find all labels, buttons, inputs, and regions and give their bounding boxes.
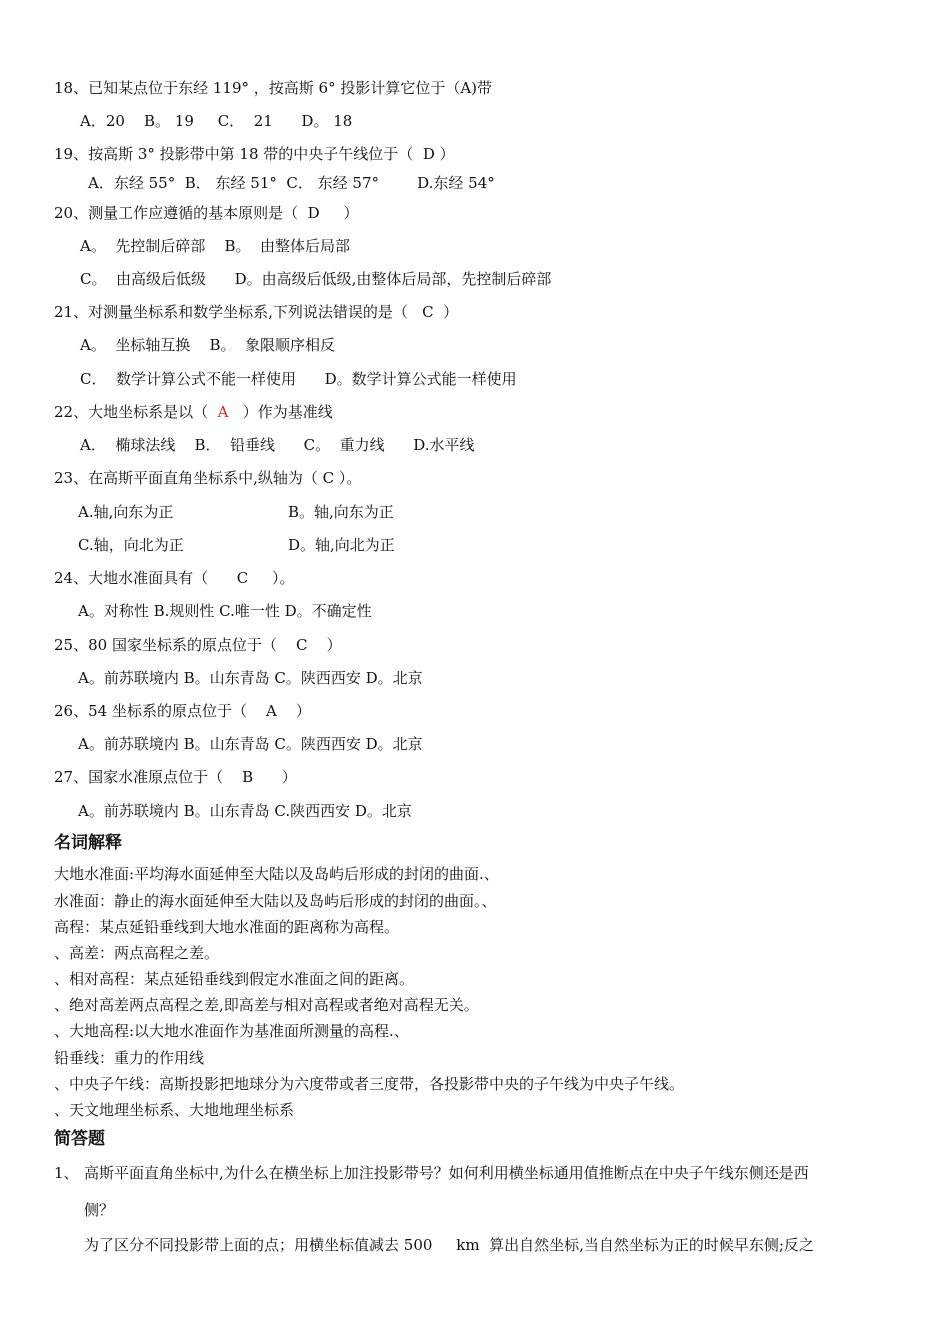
- short-answer-heading: 简答题: [54, 1129, 105, 1149]
- question-27: 27、国家水准原点位于（ B ）: [54, 768, 297, 786]
- term-item: 、绝对高差两点高程之差,即高差与相对高程或者绝对高程无关。: [54, 996, 479, 1014]
- question-22-prefix: 22、大地坐标系是以（: [54, 403, 218, 421]
- question-22-answer: A: [217, 403, 229, 421]
- question-22-suffix: ）作为基准线: [228, 403, 333, 421]
- question-23-option-b: B。轴,向东为正: [288, 503, 394, 521]
- question-18: 18、已知某点位于东经 119° ，按高斯 6° 投影计算它位于（A)带: [54, 79, 493, 97]
- short-question-1-line-2: 侧？: [84, 1201, 115, 1219]
- question-18-options: A．20 B。 19 C． 21 D。 18: [80, 112, 353, 130]
- question-23-option-d: D。轴,向北为正: [288, 536, 395, 554]
- question-24: 24、大地水准面具有（ C ）。: [54, 569, 295, 587]
- short-question-1-number: 1、: [54, 1164, 79, 1182]
- term-item: 、中央子午线：高斯投影把地球分为六度带或者三度带，各投影带中央的子午线为中央子午线。: [54, 1075, 685, 1093]
- question-21: 21、对测量坐标系和数学坐标系,下列说法错误的是（ C ）: [54, 303, 459, 321]
- question-20-options-b: C。 由高级后低级 D。由高级后低级,由整体后局部，先控制后碎部: [80, 270, 552, 288]
- short-answer-1-line-1: 为了区分不同投影带上面的点；用横坐标值减去 500 km 算出自然坐标,当自然坐标为正的时候早东侧;反之: [84, 1236, 814, 1254]
- question-25-options: A。前苏联境内 B。山东青岛 C。陕西西安 D。北京: [78, 669, 423, 687]
- question-26-options: A。前苏联境内 B。山东青岛 C。陕西西安 D。北京: [78, 735, 423, 753]
- question-27-options: A。前苏联境内 B。山东青岛 C.陕西西安 D。北京: [78, 802, 412, 820]
- question-19-options: A．东经 55° B． 东经 51° C． 东经 57° D.东经 54°: [88, 174, 495, 192]
- terms-heading: 名词解释: [54, 833, 122, 853]
- term-item: 水准面：静止的海水面延伸至大陆以及岛屿后形成的封闭的曲面。、: [54, 892, 497, 910]
- question-24-options: A。对称性 B.规则性 C.唯一性 D。不确定性: [78, 602, 372, 620]
- question-22: [54, 402, 333, 422]
- term-item: 、相对高程：某点延铅垂线到假定水准面之间的距离。: [54, 970, 415, 988]
- question-21-options-a: A。 坐标轴互换 B。 象限顺序相反: [80, 336, 336, 354]
- question-20: 20、测量工作应遵循的基本原则是（ D ）: [54, 204, 359, 222]
- term-item: 、天文地理坐标系、大地地理坐标系: [54, 1101, 295, 1119]
- term-item: 高程：某点延铅垂线到大地水准面的距离称为高程。: [54, 918, 400, 936]
- question-22-options: A． 椭球法线 B． 铅垂线 C。 重力线 D.水平线: [80, 436, 475, 454]
- question-25: 25、80 国家坐标系的原点位于（ C ）: [54, 636, 342, 654]
- question-26: 26、54 坐标系的原点位于（ A ）: [54, 702, 311, 720]
- question-23: 23、在高斯平面直角坐标系中,纵轴为（ C ）。: [54, 469, 362, 487]
- question-21-options-b: C． 数学计算公式不能一样使用 D。数学计算公式能一样使用: [80, 370, 517, 388]
- question-20-options-a: A。 先控制后碎部 B。 由整体后局部: [80, 237, 351, 255]
- question-23-option-c: C.轴，向北为正: [78, 536, 184, 554]
- question-23-option-a: A.轴,向东为正: [78, 503, 174, 521]
- question-19: 19、按高斯 3° 投影带中第 18 带的中央子午线位于（ D ）: [54, 145, 455, 163]
- term-item: 铅垂线：重力的作用线: [54, 1049, 205, 1067]
- term-item: 、高差：两点高程之差。: [54, 944, 220, 962]
- short-question-1-line-1: 高斯平面直角坐标中,为什么在横坐标上加注投影带号？如何利用横坐标通用值推断点在中央子午线东侧还是西: [84, 1164, 809, 1182]
- term-item: 、大地高程:以大地水准面作为基准面所测量的高程.、: [54, 1022, 409, 1040]
- term-item: 大地水准面:平均海水面延伸至大陆以及岛屿后形成的封闭的曲面.、: [54, 865, 499, 883]
